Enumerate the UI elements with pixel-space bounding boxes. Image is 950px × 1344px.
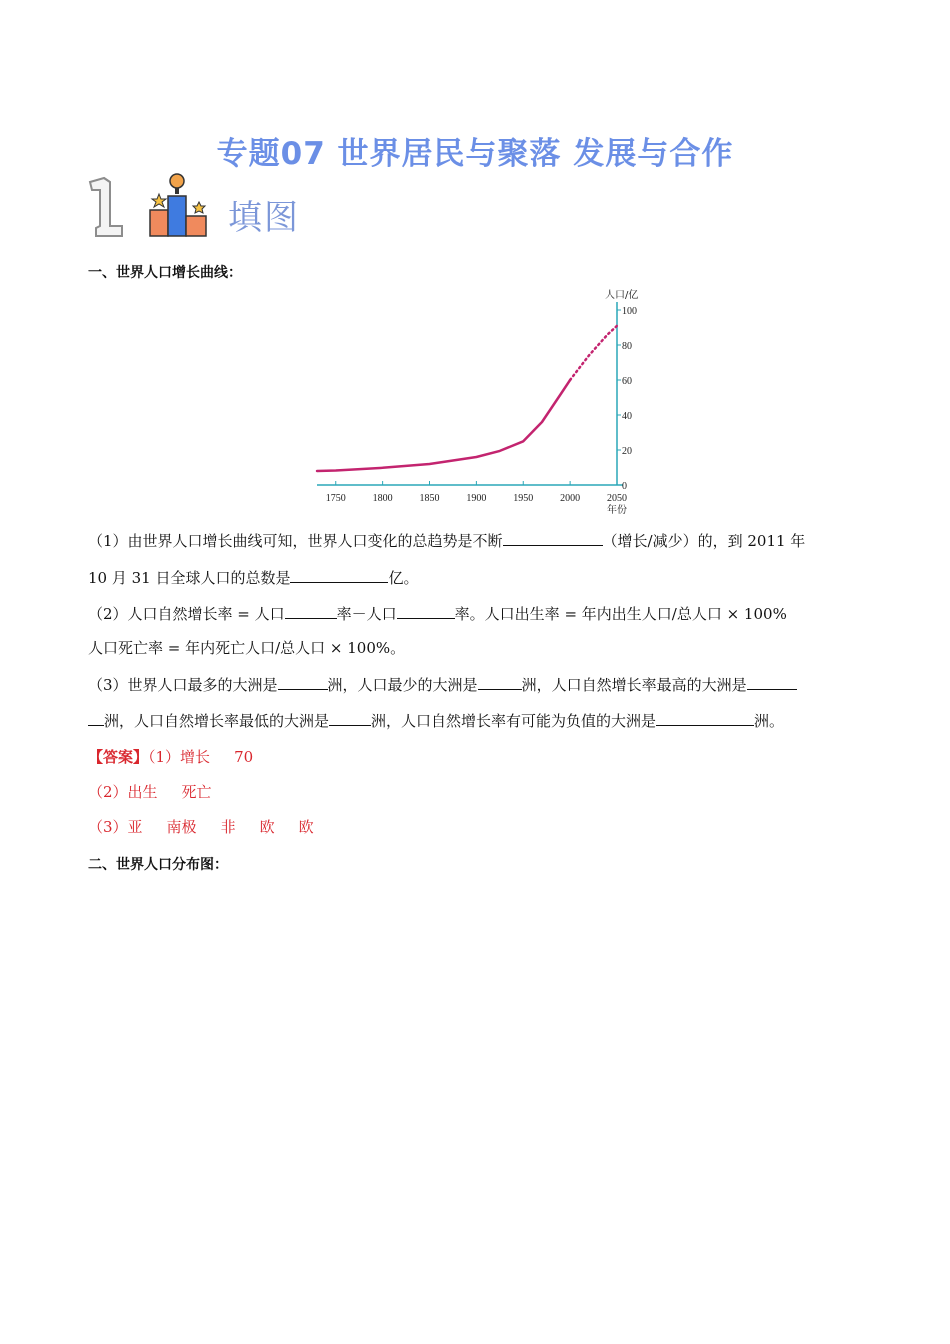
page-title: 专题07 世界居民与聚落 发展与合作 (216, 136, 734, 172)
answer-line-2: （2）出生 死亡 (88, 783, 212, 801)
blank (285, 605, 337, 619)
answer-line-3: （3）亚 南极 非 欧 欧 (88, 818, 314, 836)
y-tick-label: 80 (622, 341, 632, 352)
y-tick-label: 40 (622, 411, 632, 422)
population-line (317, 380, 570, 471)
y-tick-label: 60 (622, 376, 632, 387)
blank (329, 712, 371, 726)
section-title: 填图 (228, 198, 300, 238)
question-2-line-2: 人口死亡率 = 年内死亡人口/总人口 × 100%。 (88, 639, 406, 657)
x-axis-label: 年份 (607, 505, 627, 516)
y-tick-label: 20 (622, 446, 632, 457)
question-3-line-2: 洲，人口自然增长率最低的大洲是 洲，人口自然增长率有可能为负值的大洲是 洲。 (88, 710, 784, 731)
x-tick-label: 1950 (513, 493, 534, 504)
blank (478, 676, 522, 690)
x-tick-label: 1800 (372, 493, 393, 504)
blank (397, 605, 455, 619)
x-tick-label: 1900 (466, 493, 487, 504)
section-header (86, 172, 416, 242)
blank (747, 676, 797, 690)
numeral-one-icon (86, 176, 126, 238)
heading-population-distribution: 二、世界人口分布图： (88, 857, 228, 873)
x-tick-label: 1750 (325, 493, 346, 504)
y-tick-label: 100 (622, 306, 637, 317)
blank (278, 676, 328, 690)
blank (88, 712, 104, 726)
blank (656, 712, 754, 726)
y-axis-label: 人口/亿 (605, 290, 639, 301)
blank (503, 532, 603, 546)
population-growth-chart (305, 282, 645, 517)
x-tick-label: 2050 (607, 493, 627, 504)
question-1-line-1: （1）由世界人口增长曲线可知，世界人口变化的总趋势是不断 （增长/减少）的，到 2011 年 (88, 532, 806, 550)
x-tick-label: 1850 (419, 493, 440, 504)
projection-line (570, 326, 617, 380)
heading-population-curve: 一、世界人口增长曲线： (88, 265, 242, 281)
question-1-line-2: 10 月 31 日全球人口的总数是 亿。 (88, 569, 419, 587)
question-3-line-1: （3）世界人口最多的大洲是 洲，人口最少的大洲是 洲，人口自然增长率最高的大洲是 (88, 674, 797, 695)
y-tick-label: 0 (622, 481, 627, 492)
blank (290, 569, 388, 583)
question-2-line-1: （2）人口自然增长率 = 人口 率－人口 率。人口出生率 = 年内出生人口/总人口 × 100% (88, 605, 787, 623)
podium-trophy-icon (146, 172, 216, 238)
answer-line-1: 【答案】（1）增长 70 (88, 748, 254, 766)
x-tick-label: 2000 (560, 493, 581, 504)
